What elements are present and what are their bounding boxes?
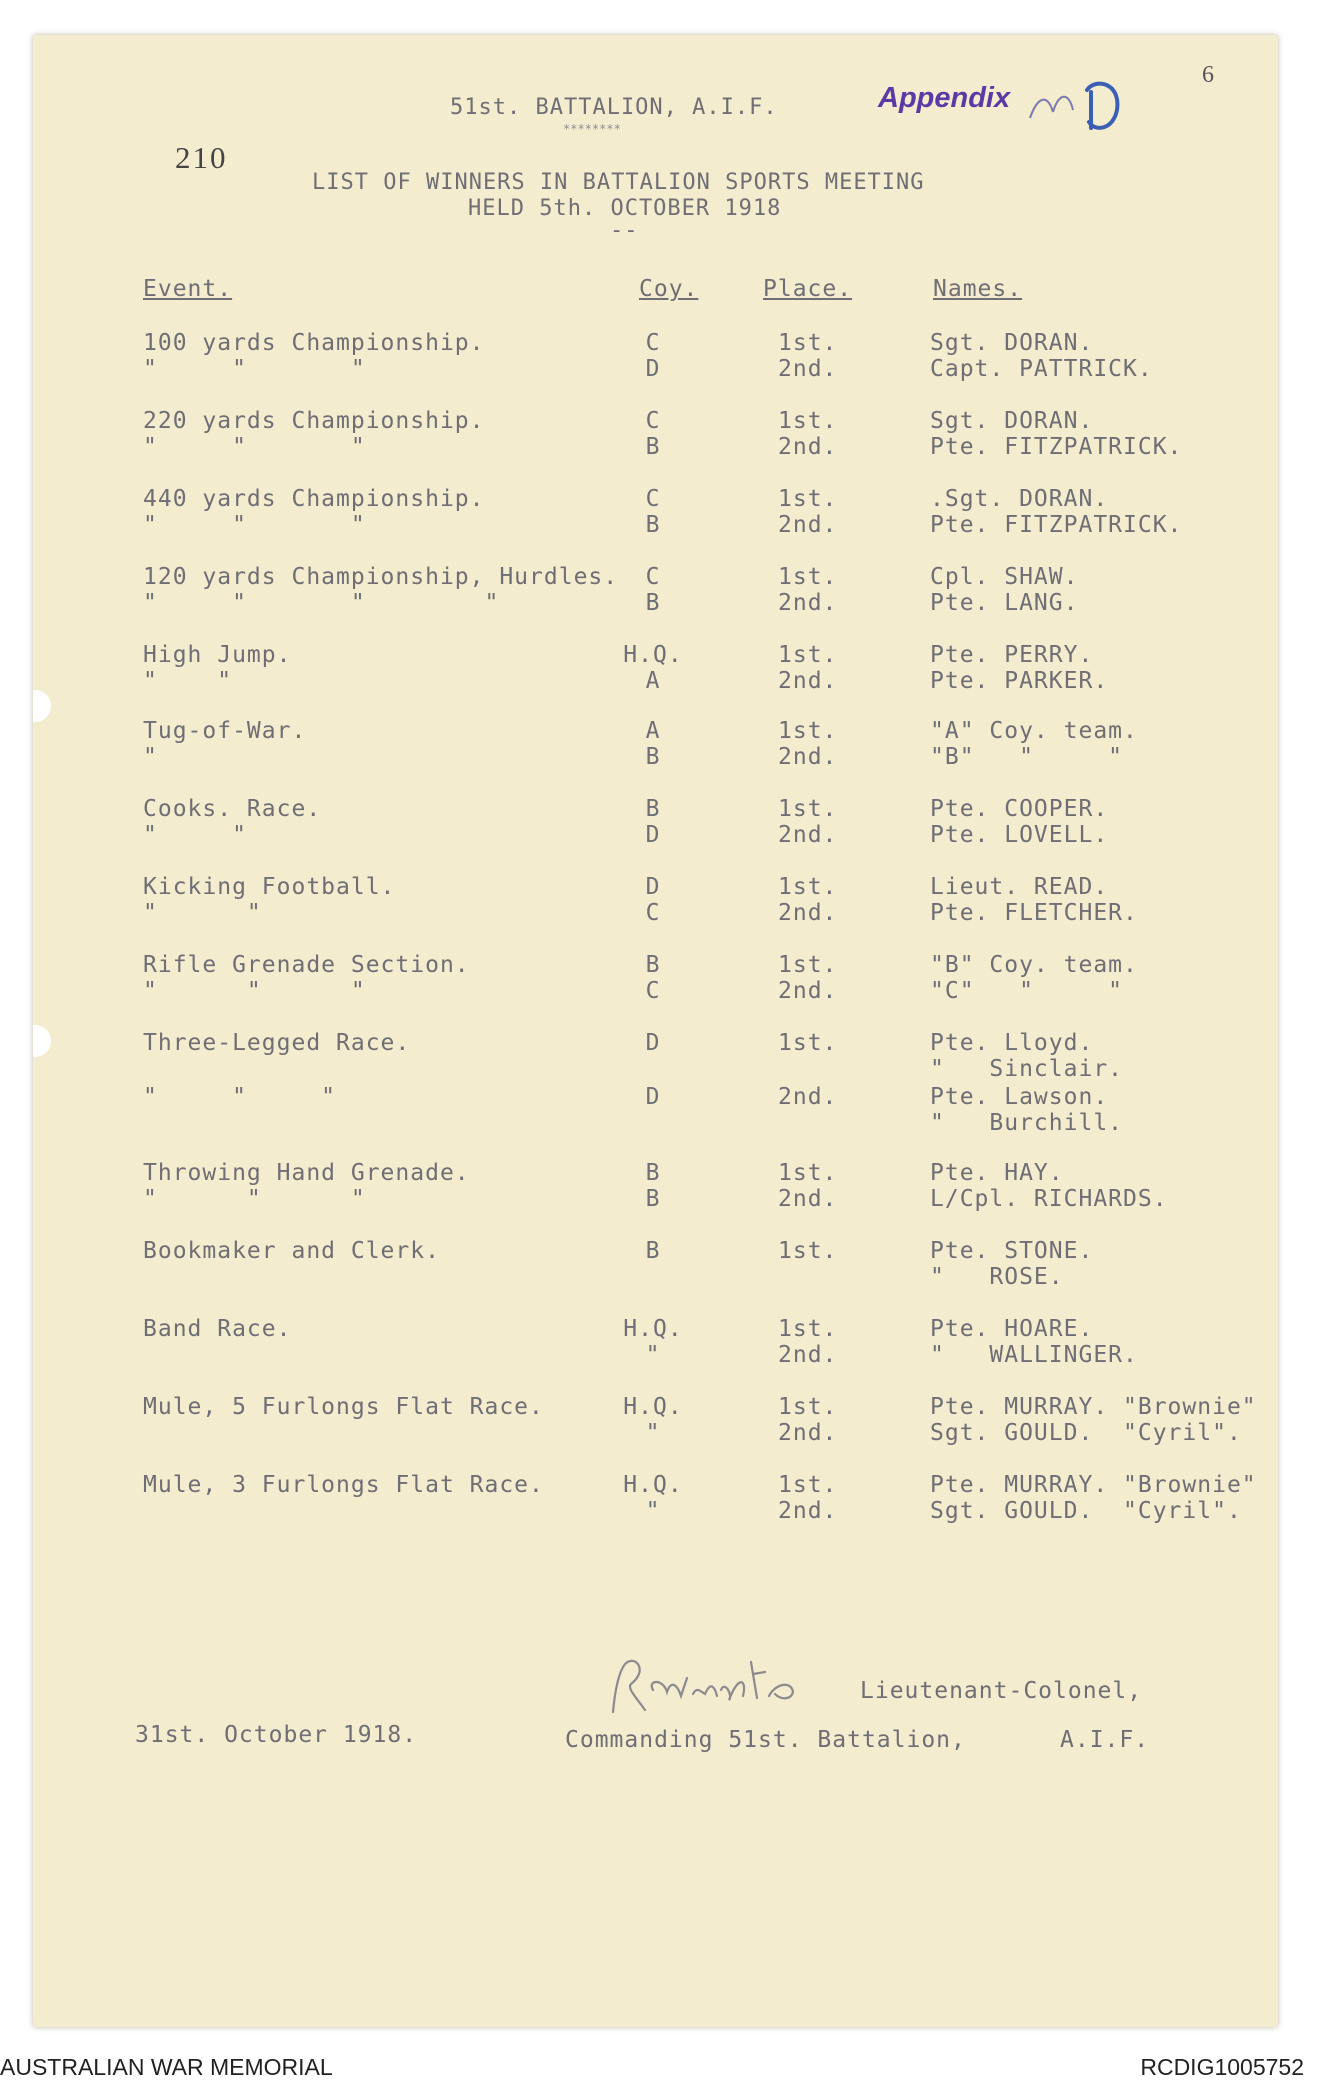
event-cell: " " " xyxy=(143,1186,366,1212)
coy-cell: D xyxy=(645,874,661,900)
place-cell: 2nd. xyxy=(778,1420,838,1446)
place-cell: 2nd. xyxy=(778,668,838,694)
coy-cell: D xyxy=(645,356,661,382)
event-cell: " " xyxy=(143,900,262,926)
coy-cell: D xyxy=(645,1030,661,1056)
place-cell: 2nd. xyxy=(778,356,838,382)
event-cell: 220 yards Championship. xyxy=(143,408,485,434)
name-cell: " Sinclair. xyxy=(930,1056,1124,1082)
name-cell: Lieut. READ. xyxy=(930,874,1109,900)
name-cell: Pte. PERRY. xyxy=(930,642,1094,668)
page-number: 6 xyxy=(1202,62,1214,88)
coy-cell: " xyxy=(645,1342,661,1368)
place-cell: 1st. xyxy=(778,1030,838,1056)
place-cell: 2nd. xyxy=(778,1342,838,1368)
event-cell: Three-Legged Race. xyxy=(143,1030,411,1056)
place-cell: 1st. xyxy=(778,952,838,978)
event-cell: " " " xyxy=(143,434,366,460)
place-cell: 2nd. xyxy=(778,590,838,616)
place-cell: 1st. xyxy=(778,486,838,512)
name-cell: Pte. HAY. xyxy=(930,1160,1064,1186)
coy-cell: C xyxy=(645,486,661,512)
name-cell: "C" " " xyxy=(930,978,1124,1004)
column-header-place: Place. xyxy=(763,276,853,302)
name-cell: Pte. MURRAY. "Brownie" xyxy=(930,1472,1257,1498)
coy-cell: A xyxy=(645,668,661,694)
coy-cell: B xyxy=(645,796,661,822)
place-cell: 1st. xyxy=(778,874,838,900)
coy-cell: C xyxy=(645,900,661,926)
name-cell: Cpl. SHAW. xyxy=(930,564,1079,590)
coy-cell: C xyxy=(645,330,661,356)
event-cell: " xyxy=(143,744,158,770)
name-cell: Pte. STONE. xyxy=(930,1238,1094,1264)
coy-cell: C xyxy=(645,408,661,434)
place-cell: 2nd. xyxy=(778,1498,838,1524)
event-cell: Mule, 3 Furlongs Flat Race. xyxy=(143,1472,544,1498)
event-cell: Bookmaker and Clerk. xyxy=(143,1238,440,1264)
name-cell: "A" Coy. team. xyxy=(930,718,1138,744)
coy-cell: B xyxy=(645,590,661,616)
event-cell: " " " xyxy=(143,512,366,538)
name-cell: Pte. MURRAY. "Brownie" xyxy=(930,1394,1257,1420)
name-cell: Pte. LANG. xyxy=(930,590,1079,616)
coy-cell: H.Q. xyxy=(623,1394,683,1420)
document-title: LIST OF WINNERS IN BATTALION SPORTS MEETING xyxy=(312,170,925,195)
coy-cell: " xyxy=(645,1420,661,1446)
name-cell: Sgt. DORAN. xyxy=(930,408,1094,434)
event-cell: Tug-of-War. xyxy=(143,718,307,744)
name-cell: " WALLINGER. xyxy=(930,1342,1138,1368)
event-cell: " " xyxy=(143,822,247,848)
appendix-stamp: Appendix xyxy=(878,82,1011,114)
event-cell: 100 yards Championship. xyxy=(143,330,485,356)
appendix-annotation-mark xyxy=(1025,70,1135,140)
name-cell: Pte. PARKER. xyxy=(930,668,1109,694)
event-cell: Band Race. xyxy=(143,1316,292,1342)
coy-cell: A xyxy=(645,718,661,744)
event-cell: Throwing Hand Grenade. xyxy=(143,1160,470,1186)
coy-cell: B xyxy=(645,512,661,538)
coy-cell: B xyxy=(645,434,661,460)
place-cell: 1st. xyxy=(778,1316,838,1342)
heading-stars: ******** xyxy=(563,122,621,136)
coy-cell: B xyxy=(645,1186,661,1212)
coy-cell: C xyxy=(645,564,661,590)
name-cell: Pte. COOPER. xyxy=(930,796,1109,822)
name-cell: Sgt. DORAN. xyxy=(930,330,1094,356)
place-cell: 2nd. xyxy=(778,512,838,538)
name-cell: Pte. Lloyd. xyxy=(930,1030,1094,1056)
name-cell: Pte. FITZPATRICK. xyxy=(930,434,1183,460)
footer-reference: RCDIG1005752 xyxy=(1140,2054,1304,2080)
column-header-names: Names. xyxy=(933,276,1023,302)
coy-cell: B xyxy=(645,1238,661,1264)
name-cell: Pte. FLETCHER. xyxy=(930,900,1138,926)
event-cell: Rifle Grenade Section. xyxy=(143,952,470,978)
signature xyxy=(605,1650,815,1730)
place-cell: 2nd. xyxy=(778,822,838,848)
place-cell: 2nd. xyxy=(778,978,838,1004)
event-cell: " " " xyxy=(143,978,366,1004)
name-cell: L/Cpl. RICHARDS. xyxy=(930,1186,1168,1212)
name-cell: Pte. Lawson. xyxy=(930,1084,1109,1110)
place-cell: 2nd. xyxy=(778,1084,838,1110)
name-cell: .Sgt. DORAN. xyxy=(930,486,1109,512)
name-cell: Pte. LOVELL. xyxy=(930,822,1109,848)
place-cell: 1st. xyxy=(778,718,838,744)
document-number: 210 xyxy=(175,140,228,175)
footer-institution: AUSTRALIAN WAR MEMORIAL xyxy=(0,2054,333,2080)
column-header-event: Event. xyxy=(143,276,233,302)
name-cell: "B" Coy. team. xyxy=(930,952,1138,978)
coy-cell: " xyxy=(645,1498,661,1524)
coy-cell: B xyxy=(645,744,661,770)
name-cell: Capt. PATTRICK. xyxy=(930,356,1153,382)
signatory-command: Commanding 51st. Battalion, xyxy=(565,1727,966,1753)
event-cell: Mule, 5 Furlongs Flat Race. xyxy=(143,1394,544,1420)
place-cell: 1st. xyxy=(778,796,838,822)
event-cell: " " " xyxy=(143,356,366,382)
place-cell: 2nd. xyxy=(778,1186,838,1212)
name-cell: "B" " " xyxy=(930,744,1124,770)
place-cell: 2nd. xyxy=(778,744,838,770)
place-cell: 1st. xyxy=(778,1238,838,1264)
place-cell: 2nd. xyxy=(778,900,838,926)
event-cell: Kicking Football. xyxy=(143,874,396,900)
coy-cell: D xyxy=(645,822,661,848)
event-cell: High Jump. xyxy=(143,642,292,668)
event-cell: " " " xyxy=(143,1084,337,1110)
name-cell: " Burchill. xyxy=(930,1110,1124,1136)
name-cell: " ROSE. xyxy=(930,1264,1064,1290)
event-cell: Cooks. Race. xyxy=(143,796,322,822)
coy-cell: C xyxy=(645,978,661,1004)
event-cell: 440 yards Championship. xyxy=(143,486,485,512)
document-date: 31st. October 1918. xyxy=(135,1722,418,1748)
coy-cell: H.Q. xyxy=(623,1472,683,1498)
place-cell: 1st. xyxy=(778,1472,838,1498)
place-cell: 2nd. xyxy=(778,434,838,460)
event-cell: " " xyxy=(143,668,233,694)
event-cell: 120 yards Championship, Hurdles. xyxy=(143,564,619,590)
place-cell: 1st. xyxy=(778,642,838,668)
unit-heading: 51st. BATTALION, A.I.F. xyxy=(450,95,778,120)
place-cell: 1st. xyxy=(778,1160,838,1186)
coy-cell: B xyxy=(645,952,661,978)
place-cell: 1st. xyxy=(778,408,838,434)
signatory-aif: A.I.F. xyxy=(1060,1727,1150,1753)
column-header-coy: Coy. xyxy=(639,276,699,302)
name-cell: Pte. HOARE. xyxy=(930,1316,1094,1342)
place-cell: 1st. xyxy=(778,1394,838,1420)
event-cell: " " " " xyxy=(143,590,500,616)
coy-cell: H.Q. xyxy=(623,1316,683,1342)
coy-cell: H.Q. xyxy=(623,642,683,668)
place-cell: 1st. xyxy=(778,330,838,356)
document-subtitle: HELD 5th. OCTOBER 1918 xyxy=(468,196,782,221)
coy-cell: D xyxy=(645,1084,661,1110)
coy-cell: B xyxy=(645,1160,661,1186)
name-cell: Sgt. GOULD. "Cyril". xyxy=(930,1420,1242,1446)
heading-dash: -- xyxy=(610,218,639,243)
name-cell: Sgt. GOULD. "Cyril". xyxy=(930,1498,1242,1524)
place-cell: 1st. xyxy=(778,564,838,590)
name-cell: Pte. FITZPATRICK. xyxy=(930,512,1183,538)
signatory-rank: Lieutenant-Colonel, xyxy=(860,1678,1143,1704)
